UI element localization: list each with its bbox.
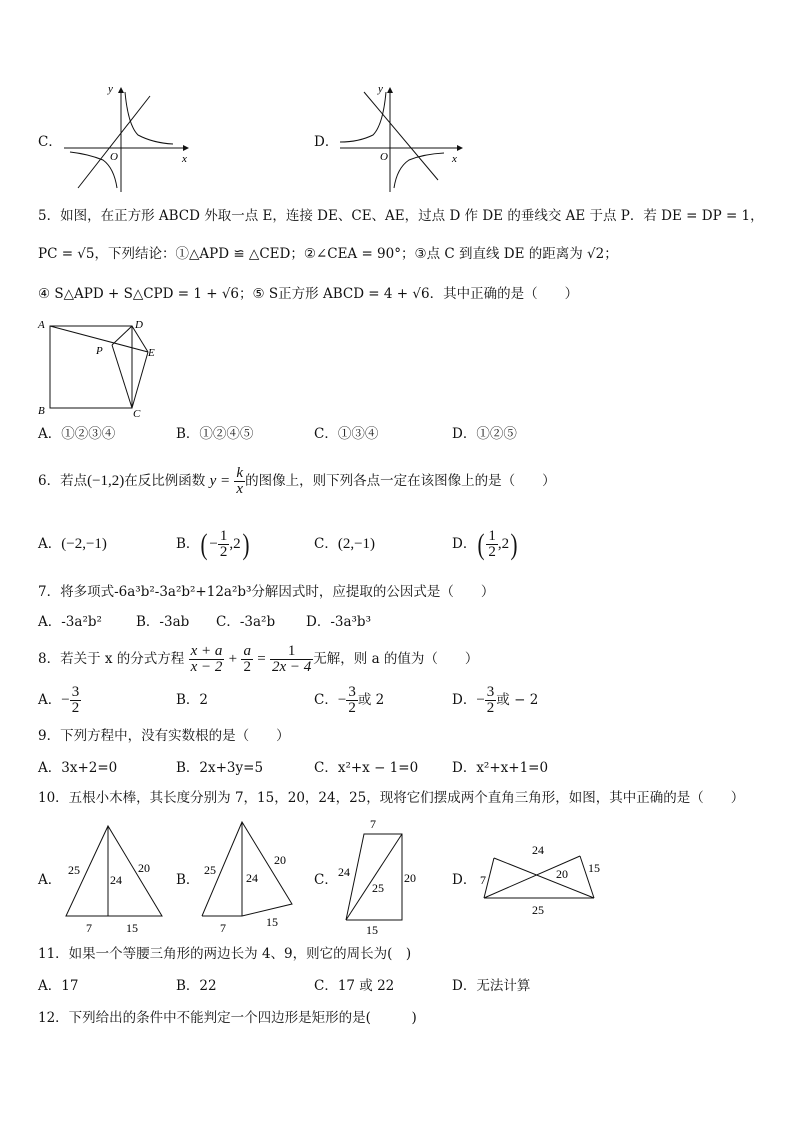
q7-option-a[interactable]: A．-3a²b² [38,614,102,630]
q10-option-c-label[interactable]: C． [314,872,338,888]
q9-option-c[interactable]: C．x²+x − 1=0 [314,760,419,776]
q5-label-c: C [133,408,141,420]
q12-stem: 12．下列给出的条件中不能判定一个四边形是矩形的是( ) [38,1010,417,1026]
q5-option-d[interactable]: D．①②⑤ [452,426,517,442]
q6-option-b[interactable]: B．( − $\frac{1}{2}$ ,2) [176,527,250,561]
q8-fraction-2: $\frac{a}{2}$ [243,643,251,675]
q4-option-c-label: C． [38,134,62,150]
q11-option-c[interactable]: C．17 或 22 [314,978,395,994]
q10c-label-right: 20 [404,871,416,885]
q5-label-e: E [148,347,155,359]
q6-stem-c: 的图像上，则下列各点一定在该图像上的是（ ） [245,473,556,489]
q4-graph-d [334,80,474,196]
q8-fraction-1: $\frac{x + a}{x - 2}$ [190,643,223,675]
q10b-label-bottom-left: 7 [220,921,226,935]
q10d-label-mid: 20 [556,867,568,881]
q7-option-d[interactable]: D．-3a³b³ [306,614,371,630]
q10b-label-right: 20 [274,853,286,867]
q6-option-d[interactable]: D．( $\frac{1}{2}$ ,2) [452,527,518,561]
q4d-y-label: y [378,83,383,95]
q6-stem [38,464,556,498]
q5-label-a: A [38,319,45,331]
q10-figure-c [334,814,434,938]
q7-option-c[interactable]: C．-3a²b [216,614,276,630]
q10a-label-left: 25 [68,863,80,877]
q9-stem: 9．下列方程中，没有实数根的是（ ） [38,728,290,744]
q10-option-a-label[interactable]: A． [38,872,62,888]
q10-option-b-label[interactable]: B． [176,872,200,888]
q6-func-lhs: y = [209,473,231,489]
q6-option-a[interactable]: A．(−2,−1) [38,536,107,552]
q7-stem: 7．将多项式-6a³b²-3a²b²+12a²b³分解因式时，应提取的公因式是（ ） [38,584,495,600]
q4c-y-label: y [108,83,113,95]
q8-option-b[interactable]: B．2 [176,692,209,708]
q10d-label-bottom: 25 [532,903,544,917]
q5-label-d: D [135,319,143,331]
q10-option-d-label[interactable]: D． [452,872,477,888]
q9-option-b[interactable]: B．2x+3y=5 [176,760,264,776]
q10b-label-mid: 24 [246,871,258,885]
q11-option-b[interactable]: B．22 [176,978,217,994]
q5-label-p: P [96,345,103,357]
q10a-label-bottom-left: 7 [86,921,92,935]
q6-point: (−1,2) [87,473,125,489]
q10d-label-left: 7 [480,873,486,887]
q8-stem: 8．若关于 x 的分式方程 $\frac{x + a}{x - 2}$ + $\frac{a}{2}$ = $\frac{1}{2x - 4}$ 无解，则 a 的值为（ ） [38,643,479,675]
q6-func-fraction: $\frac{k}{x}$ [236,465,244,497]
q10-figure-b [196,818,306,936]
q8-option-d[interactable]: D．− $\frac{3}{2}$ 或 − 2 [452,684,539,716]
q9-option-d[interactable]: D．x²+x+1=0 [452,760,549,776]
q10a-label-right: 20 [138,861,150,875]
q10b-label-bottom-right: 15 [266,915,278,929]
q5-figure-square [36,318,166,422]
q5-option-c[interactable]: C．①③④ [314,426,379,442]
q10a-label-mid: 24 [110,873,122,887]
q11-option-d[interactable]: D．无法计算 [452,978,531,994]
q11-stem: 11．如果一个等腰三角形的两边长为 4、9，则它的周长为( ) [38,946,412,962]
q7-option-b[interactable]: B．-3ab [136,614,190,630]
q4d-x-label: x [452,153,457,165]
q10d-label-top: 24 [532,843,544,857]
q10b-label-left: 25 [204,863,216,877]
q5-option-a[interactable]: A．①②③④ [38,426,116,442]
q4c-origin: O [110,151,118,163]
q10-figure-a [58,818,168,936]
q5-label-b: B [38,405,45,417]
q6-stem-a: 6．若点 [38,473,88,489]
q4-option-d-label: D． [314,134,339,150]
q10d-label-right: 15 [588,861,600,875]
q6-option-c[interactable]: C．(2,−1) [314,536,376,552]
q10c-label-top: 7 [370,817,376,831]
q8-fraction-3: $\frac{1}{2x - 4}$ [272,643,312,675]
q4-graph-c [58,80,198,196]
q10c-label-diag: 25 [372,881,384,895]
q5-stem-line3: ④ S△APD + S△CPD = 1 + √6；⑤ S正方形 ABCD = 4 + √6．其中正确的是（ ） [38,286,579,302]
q4c-x-label: x [182,153,187,165]
q4d-origin: O [380,151,388,163]
q5-stem-line2: PC = √5，下列结论：①△APD ≌ △CED；②∠CEA = 90°；③点 C 到直线 DE 的距离为 √2； [38,246,618,262]
q11-option-a[interactable]: A．17 [38,978,79,994]
q8-option-a[interactable]: A．− $\frac{3}{2}$ [38,684,80,716]
q10-figure-d [472,832,612,920]
q8-option-c[interactable]: C．− $\frac{3}{2}$ 或 2 [314,684,385,716]
q6-stem-b: 在反比例函数 [124,473,206,489]
q10-stem: 10．五根小木棒，其长度分别为 7，15，20，24，25，现将它们摆成两个直角三角形，如图，其中正确的是（ ） [38,790,745,806]
q10a-label-bottom-right: 15 [126,921,138,935]
q9-option-a[interactable]: A．3x+2=0 [38,760,118,776]
q10c-label-bottom: 15 [366,923,378,937]
q5-stem-line1: 5．如图，在正方形 ABCD 外取一点 E，连接 DE、CE、AE，过点 D 作 DE 的垂线交 AE 于点 P．若 DE = DP = 1， [38,208,764,224]
q5-option-b[interactable]: B．①②④⑤ [176,426,254,442]
q10c-label-left: 24 [338,865,350,879]
